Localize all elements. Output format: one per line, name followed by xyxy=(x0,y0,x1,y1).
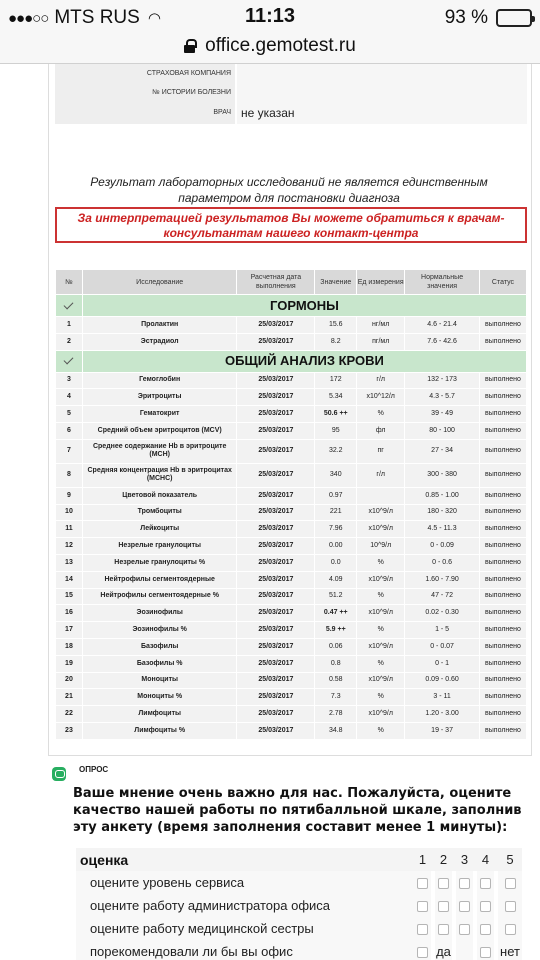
test-unit: % xyxy=(357,655,405,672)
doctor-row xyxy=(55,102,527,124)
rate-checkbox[interactable] xyxy=(459,901,470,912)
test-status: выполнено xyxy=(480,504,527,521)
test-unit: пг xyxy=(357,439,405,463)
test-unit: пг/мл xyxy=(357,333,405,350)
table-row xyxy=(56,422,527,439)
test-date: 25/03/2017 xyxy=(237,605,315,622)
test-unit: % xyxy=(357,689,405,706)
col-number: № xyxy=(56,270,83,295)
test-norm: 3 - 11 xyxy=(405,689,480,706)
rate-checkbox[interactable] xyxy=(417,924,428,935)
row-number: 1 xyxy=(56,317,83,334)
test-name: Нейтрофилы сегментоядерные xyxy=(82,571,237,588)
test-norm: 1.60 - 7.90 xyxy=(405,571,480,588)
test-unit xyxy=(357,487,405,504)
test-status: выполнено xyxy=(480,538,527,555)
test-value: 0.0 xyxy=(315,554,357,571)
row-number: 12 xyxy=(56,538,83,555)
test-name: Незрелые гранулоциты xyxy=(82,538,237,555)
doctor-label: ВРАЧ xyxy=(55,102,235,124)
test-unit: x10^9/л xyxy=(357,605,405,622)
row-number: 15 xyxy=(56,588,83,605)
battery-percent: 93 % xyxy=(444,7,488,28)
test-name: Среднее содержание Hb в эритроците (MCH) xyxy=(82,439,237,463)
disclaimer-text: Результат лабораторных исследований не является единственным параметром для постановки диагноза xyxy=(90,175,488,205)
test-unit: г/л xyxy=(357,372,405,389)
rate-checkbox[interactable] xyxy=(438,878,449,889)
test-date: 25/03/2017 xyxy=(237,504,315,521)
test-unit: % xyxy=(357,588,405,605)
test-value: 221 xyxy=(315,504,357,521)
test-name: Эозинофилы xyxy=(82,605,237,622)
test-unit: 10^9/л xyxy=(357,538,405,555)
test-date: 25/03/2017 xyxy=(237,521,315,538)
survey-question-row xyxy=(76,871,522,894)
case-number-value xyxy=(237,83,527,102)
row-number: 2 xyxy=(56,333,83,350)
survey-question-row xyxy=(76,894,522,917)
test-norm: 0.02 - 0.30 xyxy=(405,605,480,622)
test-value: 5.9 ++ xyxy=(315,622,357,639)
test-value: 0.8 xyxy=(315,655,357,672)
test-name: Гемоглобин xyxy=(82,372,237,389)
test-date: 25/03/2017 xyxy=(237,463,315,487)
row-number: 9 xyxy=(56,487,83,504)
scale-2: 2 xyxy=(435,848,452,871)
test-date: 25/03/2017 xyxy=(237,554,315,571)
section-title: ОБЩИЙ АНАЛИЗ КРОВИ xyxy=(82,350,526,372)
test-name: Цветовой показатель xyxy=(82,487,237,504)
test-name: Лимфоциты % xyxy=(82,722,237,739)
test-unit: x10^9/л xyxy=(357,521,405,538)
survey-question-row xyxy=(76,917,522,940)
row-number: 4 xyxy=(56,389,83,406)
test-status: выполнено xyxy=(480,622,527,639)
table-row xyxy=(56,487,527,504)
test-unit: % xyxy=(357,622,405,639)
table-row xyxy=(56,672,527,689)
test-value: 0.06 xyxy=(315,638,357,655)
table-row xyxy=(56,439,527,463)
question-nurse: оцените работу медицинской сестры xyxy=(76,917,414,940)
test-date: 25/03/2017 xyxy=(237,571,315,588)
test-status: выполнено xyxy=(480,389,527,406)
table-row xyxy=(56,372,527,389)
test-status: выполнено xyxy=(480,333,527,350)
table-row xyxy=(56,588,527,605)
test-status: выполнено xyxy=(480,487,527,504)
test-norm: 19 - 37 xyxy=(405,722,480,739)
test-date: 25/03/2017 xyxy=(237,588,315,605)
scale-5: 5 xyxy=(498,848,522,871)
rate-checkbox[interactable] xyxy=(505,924,516,935)
table-row xyxy=(56,463,527,487)
test-value: 0.97 xyxy=(315,487,357,504)
case-number-row xyxy=(55,83,527,102)
test-date: 25/03/2017 xyxy=(237,722,315,739)
test-status: выполнено xyxy=(480,672,527,689)
no-label: нет xyxy=(498,940,522,960)
test-unit: % xyxy=(357,554,405,571)
rate-checkbox[interactable] xyxy=(505,878,516,889)
yes-checkbox[interactable] xyxy=(417,947,428,958)
test-norm: 0 - 0.07 xyxy=(405,638,480,655)
test-norm: 300 - 380 xyxy=(405,463,480,487)
test-unit: x10^9/л xyxy=(357,638,405,655)
test-name: Средняя концентрация Hb в эритроцитах (MCHC) xyxy=(82,463,237,487)
test-norm: 0.85 - 1.00 xyxy=(405,487,480,504)
signal-strength-icon: ●●●○○ xyxy=(8,9,49,27)
test-date: 25/03/2017 xyxy=(237,317,315,334)
test-value: 51.2 xyxy=(315,588,357,605)
test-name: Базофилы % xyxy=(82,655,237,672)
table-row xyxy=(56,504,527,521)
test-name: Моноциты % xyxy=(82,689,237,706)
test-date: 25/03/2017 xyxy=(237,655,315,672)
test-status: выполнено xyxy=(480,722,527,739)
rating-header-row xyxy=(76,848,522,871)
results-card xyxy=(48,64,532,756)
test-status: выполнено xyxy=(480,422,527,439)
rate-checkbox[interactable] xyxy=(480,924,491,935)
test-name: Пролактин xyxy=(82,317,237,334)
test-value: 15.6 xyxy=(315,317,357,334)
test-date: 25/03/2017 xyxy=(237,706,315,723)
test-unit: x10^12/л xyxy=(357,389,405,406)
address-bar[interactable] xyxy=(0,34,540,64)
table-row xyxy=(56,722,527,739)
test-name: Лейкоциты xyxy=(82,521,237,538)
test-value: 5.34 xyxy=(315,389,357,406)
rate-checkbox[interactable] xyxy=(459,878,470,889)
table-row xyxy=(56,706,527,723)
section-row xyxy=(56,350,527,372)
table-row xyxy=(56,554,527,571)
table-row xyxy=(56,521,527,538)
test-unit: % xyxy=(357,406,405,423)
test-value: 32.2 xyxy=(315,439,357,463)
test-name: Лимфоциты xyxy=(82,706,237,723)
test-norm: 0 - 1 xyxy=(405,655,480,672)
wifi-icon: ◠ xyxy=(147,10,161,27)
doctor-value: не указан xyxy=(237,102,527,124)
test-name: Тромбоциты xyxy=(82,504,237,521)
test-name: Эстрадиол xyxy=(82,333,237,350)
table-row xyxy=(56,406,527,423)
test-value: 34.8 xyxy=(315,722,357,739)
url-text[interactable]: office.gemotest.ru xyxy=(205,35,356,56)
section-row xyxy=(56,295,527,317)
test-value: 340 xyxy=(315,463,357,487)
test-status: выполнено xyxy=(480,372,527,389)
test-date: 25/03/2017 xyxy=(237,406,315,423)
test-date: 25/03/2017 xyxy=(237,689,315,706)
question-recommend: порекомендовали ли бы вы офис xyxy=(76,940,414,960)
test-value: 4.09 xyxy=(315,571,357,588)
check-icon xyxy=(64,299,74,309)
test-name: Незрелые гранулоциты % xyxy=(82,554,237,571)
row-number: 21 xyxy=(56,689,83,706)
row-number: 23 xyxy=(56,722,83,739)
rate-checkbox[interactable] xyxy=(480,901,491,912)
test-status: выполнено xyxy=(480,655,527,672)
row-number: 16 xyxy=(56,605,83,622)
test-name: Эозинофилы % xyxy=(82,622,237,639)
survey-title: ОПРОС xyxy=(79,765,109,774)
no-checkbox[interactable] xyxy=(480,947,491,958)
test-norm: 4.3 - 5.7 xyxy=(405,389,480,406)
consultation-warning: За интерпретацией результатов Вы можете обратиться к врачам-консультантам нашего контакт-центра xyxy=(55,207,527,243)
row-number: 10 xyxy=(56,504,83,521)
test-value: 8.2 xyxy=(315,333,357,350)
test-status: выполнено xyxy=(480,571,527,588)
test-value: 172 xyxy=(315,372,357,389)
survey-icon xyxy=(52,767,66,781)
case-number-label: № ИСТОРИИ БОЛЕЗНИ xyxy=(55,83,235,102)
test-name: Гематокрит xyxy=(82,406,237,423)
test-status: выполнено xyxy=(480,706,527,723)
scale-4: 4 xyxy=(477,848,494,871)
row-number: 18 xyxy=(56,638,83,655)
test-value: 95 xyxy=(315,422,357,439)
test-norm: 0.09 - 0.60 xyxy=(405,672,480,689)
test-date: 25/03/2017 xyxy=(237,333,315,350)
rate-checkbox[interactable] xyxy=(417,878,428,889)
scale-3: 3 xyxy=(456,848,473,871)
carrier-name: MTS RUS xyxy=(54,7,140,28)
col-norm: Нормальные значения xyxy=(405,270,480,295)
check-icon xyxy=(64,355,74,365)
row-number: 14 xyxy=(56,571,83,588)
table-header-row xyxy=(56,270,527,295)
col-unit: Ед измерения xyxy=(357,270,405,295)
question-administrator: оцените работу администратора офиса xyxy=(76,894,414,917)
row-number: 20 xyxy=(56,672,83,689)
question-service: оцените уровень сервиса xyxy=(76,871,414,894)
clock: 11:13 xyxy=(244,5,296,27)
row-number: 5 xyxy=(56,406,83,423)
test-status: выполнено xyxy=(480,317,527,334)
test-norm: 39 - 49 xyxy=(405,406,480,423)
row-number: 17 xyxy=(56,622,83,639)
test-unit: x10^9/л xyxy=(357,672,405,689)
test-name: Эритроциты xyxy=(82,389,237,406)
test-date: 25/03/2017 xyxy=(237,487,315,504)
test-status: выполнено xyxy=(480,406,527,423)
row-number: 13 xyxy=(56,554,83,571)
test-date: 25/03/2017 xyxy=(237,389,315,406)
table-row xyxy=(56,571,527,588)
table-row xyxy=(56,317,527,334)
test-value: 2.78 xyxy=(315,706,357,723)
table-row xyxy=(56,622,527,639)
status-bar xyxy=(0,0,540,34)
test-status: выполнено xyxy=(480,439,527,463)
test-status: выполнено xyxy=(480,588,527,605)
table-row xyxy=(56,655,527,672)
row-number: 7 xyxy=(56,439,83,463)
test-norm: 80 - 100 xyxy=(405,422,480,439)
test-unit: x10^9/л xyxy=(357,571,405,588)
test-name: Моноциты xyxy=(82,672,237,689)
rating-table xyxy=(76,848,522,960)
test-date: 25/03/2017 xyxy=(237,372,315,389)
test-status: выполнено xyxy=(480,463,527,487)
section-title: ГОРМОНЫ xyxy=(82,295,526,317)
test-norm: 132 - 173 xyxy=(405,372,480,389)
yes-label: да xyxy=(435,940,452,960)
rate-checkbox[interactable] xyxy=(438,924,449,935)
table-row xyxy=(56,333,527,350)
test-norm: 0 - 0.09 xyxy=(405,538,480,555)
row-number: 11 xyxy=(56,521,83,538)
test-norm: 4.5 - 11.3 xyxy=(405,521,480,538)
test-date: 25/03/2017 xyxy=(237,538,315,555)
test-name: Средний объем эритроцитов (MCV) xyxy=(82,422,237,439)
test-norm: 7.6 - 42.6 xyxy=(405,333,480,350)
test-unit: x10^9/л xyxy=(357,706,405,723)
test-norm: 27 - 34 xyxy=(405,439,480,463)
row-number: 22 xyxy=(56,706,83,723)
scale-1: 1 xyxy=(414,848,431,871)
results-table xyxy=(55,269,527,740)
col-status: Статус xyxy=(480,270,527,295)
rate-checkbox[interactable] xyxy=(459,924,470,935)
row-number: 8 xyxy=(56,463,83,487)
table-row xyxy=(56,389,527,406)
rate-checkbox[interactable] xyxy=(438,901,449,912)
test-status: выполнено xyxy=(480,605,527,622)
rate-checkbox[interactable] xyxy=(417,901,428,912)
rate-checkbox[interactable] xyxy=(480,878,491,889)
test-value: 50.6 ++ xyxy=(315,406,357,423)
test-norm: 0 - 0.6 xyxy=(405,554,480,571)
test-status: выполнено xyxy=(480,689,527,706)
test-value: 7.3 xyxy=(315,689,357,706)
test-date: 25/03/2017 xyxy=(237,638,315,655)
survey-intro: Ваше мнение очень важно для нас. Пожалуйста, оцените качество нашей работы по пятибалльной шкале, заполнив эту анкету (время заполнения составит менее 1 минуты): xyxy=(73,786,522,835)
row-number: 19 xyxy=(56,655,83,672)
test-date: 25/03/2017 xyxy=(237,422,315,439)
test-norm: 47 - 72 xyxy=(405,588,480,605)
rate-checkbox[interactable] xyxy=(505,901,516,912)
test-value: 0.00 xyxy=(315,538,357,555)
test-norm: 1 - 5 xyxy=(405,622,480,639)
table-row xyxy=(56,538,527,555)
col-test: Исследование xyxy=(82,270,237,295)
battery-icon xyxy=(496,9,532,27)
test-norm: 4.6 - 21.4 xyxy=(405,317,480,334)
test-value: 7.96 xyxy=(315,521,357,538)
table-row xyxy=(56,605,527,622)
test-unit: нг/мл xyxy=(357,317,405,334)
row-number: 6 xyxy=(56,422,83,439)
test-unit: г/л xyxy=(357,463,405,487)
test-unit: % xyxy=(357,722,405,739)
insurance-value xyxy=(237,64,527,83)
test-date: 25/03/2017 xyxy=(237,622,315,639)
survey-recommend-row xyxy=(76,940,522,960)
test-name: Нейтрофилы сегментоядерные % xyxy=(82,588,237,605)
test-unit: фл xyxy=(357,422,405,439)
test-date: 25/03/2017 xyxy=(237,439,315,463)
test-name: Базофилы xyxy=(82,638,237,655)
row-number: 3 xyxy=(56,372,83,389)
test-norm: 180 - 320 xyxy=(405,504,480,521)
insurance-row xyxy=(55,64,527,83)
table-row xyxy=(56,638,527,655)
col-date: Расчетная дата выполнения xyxy=(237,270,315,295)
lock-icon xyxy=(184,39,195,53)
test-value: 0.58 xyxy=(315,672,357,689)
test-value: 0.47 ++ xyxy=(315,605,357,622)
col-value: Значение xyxy=(315,270,357,295)
insurance-label: СТРАХОВАЯ КОМПАНИЯ xyxy=(55,64,235,83)
test-status: выполнено xyxy=(480,521,527,538)
table-row xyxy=(56,689,527,706)
rating-label: оценка xyxy=(76,848,414,871)
test-date: 25/03/2017 xyxy=(237,672,315,689)
test-status: выполнено xyxy=(480,554,527,571)
test-status: выполнено xyxy=(480,638,527,655)
test-norm: 1.20 - 3.00 xyxy=(405,706,480,723)
test-unit: x10^9/л xyxy=(357,504,405,521)
